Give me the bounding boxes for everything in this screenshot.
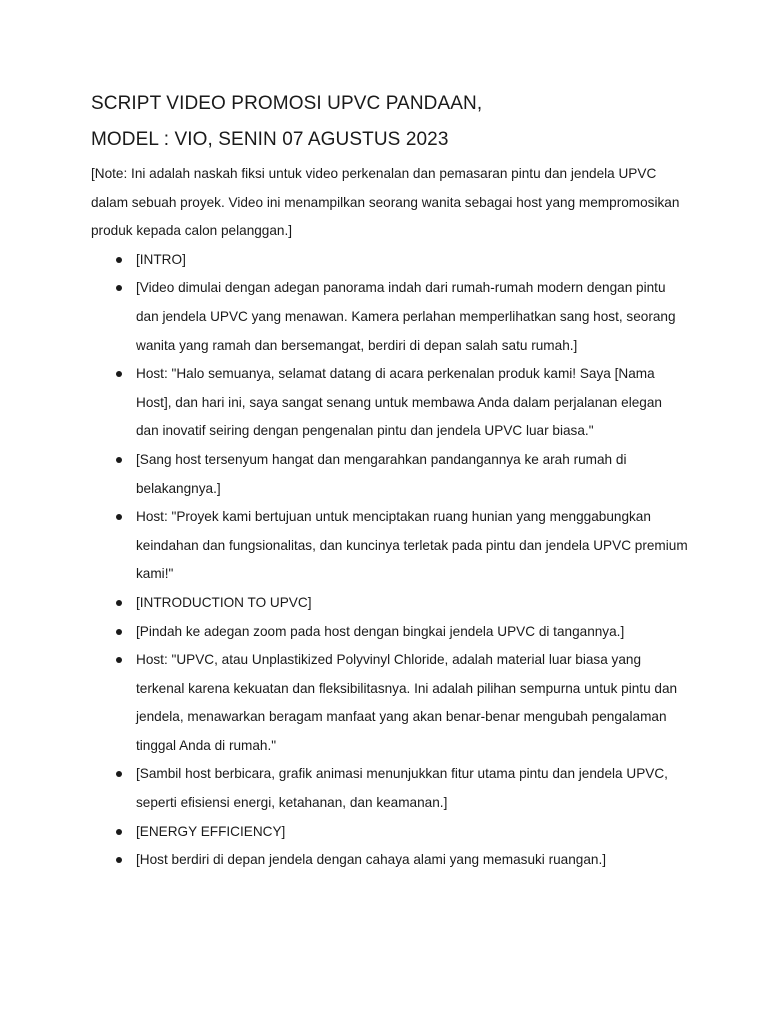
bullet-icon (116, 514, 122, 520)
list-item (91, 646, 688, 760)
bullet-icon (116, 857, 122, 863)
list-item (91, 274, 688, 360)
list-item (91, 846, 688, 875)
note-paragraph: [Note: Ini adalah naskah fiksi untuk video perkenalan dan pemasaran pintu dan jendela UPVC dalam sebuah proyek. Video ini menampilkan seorang wanita sebagai host yang mempromosikan produk kepada calon pelanggan.] (91, 166, 680, 239)
list-item (91, 446, 688, 503)
bullet-icon (116, 257, 122, 263)
list-item-text: [INTRODUCTION TO UPVC] (136, 594, 312, 610)
list-item-text: [Sambil host berbicara, grafik animasi menunjukkan fitur utama pintu dan jendela UPVC, seperti efisiensi energi, ketahanan, dan keamanan.] (136, 766, 668, 811)
bullet-icon (116, 600, 122, 606)
document-subtitle: MODEL : VIO, SENIN 07 AGUSTUS 2023 (91, 129, 449, 150)
script-list (91, 246, 688, 875)
bullet-icon (116, 371, 122, 377)
bullet-icon (116, 457, 122, 463)
list-item (91, 246, 688, 275)
bullet-icon (116, 771, 122, 777)
list-item-text: [INTRO] (136, 251, 186, 267)
list-item (91, 818, 688, 847)
list-item-text: Host: "UPVC, atau Unplastikized Polyvinyl Chloride, adalah material luar biasa yang terkenal karena kekuatan dan fleksibilitasnya. Ini adalah pilihan sempurna untuk pintu dan jendela, menawarkan beragam manfaat yang akan benar-benar mengubah pengalaman tinggal Anda di rumah." (136, 652, 678, 753)
bullet-icon (116, 285, 122, 291)
document-title: SCRIPT VIDEO PROMOSI UPVC PANDAAN, (91, 93, 483, 114)
list-item-text: Host: "Proyek kami bertujuan untuk menciptakan ruang hunian yang menggabungkan keindahan dan fungsionalitas, dan kuncinya terletak pada pintu dan jendela UPVC premium kami!" (136, 509, 688, 582)
list-item-text: Host: "Halo semuanya, selamat datang di acara perkenalan produk kami! Saya [Nama Host], dan hari ini, saya sangat senang untuk membawa Anda dalam perjalanan elegan dan inovatif seiring dengan pengenalan pintu dan jendela UPVC luar biasa." (136, 366, 662, 439)
list-item (91, 360, 688, 446)
list-item (91, 589, 688, 618)
list-item-text: [Host berdiri di depan jendela dengan cahaya alami yang memasuki ruangan.] (136, 852, 607, 868)
bullet-icon (116, 629, 122, 635)
list-item-text: [Video dimulai dengan adegan panorama indah dari rumah-rumah modern dengan pintu dan jendela UPVC yang menawan. Kamera perlahan memperlihatkan sang host, seorang wanita yang ramah dan bersemangat, berdiri di depan salah satu rumah.] (136, 280, 676, 353)
list-item (91, 618, 688, 647)
list-item-text: [ENERGY EFFICIENCY] (136, 823, 286, 839)
list-item (91, 760, 688, 817)
bullet-icon (116, 657, 122, 663)
list-item (91, 503, 688, 589)
list-item-text: [Sang host tersenyum hangat dan mengarahkan pandangannya ke arah rumah di belakangnya.] (136, 451, 627, 496)
bullet-icon (116, 829, 122, 835)
list-item-text: [Pindah ke adegan zoom pada host dengan bingkai jendela UPVC di tangannya.] (136, 623, 625, 639)
